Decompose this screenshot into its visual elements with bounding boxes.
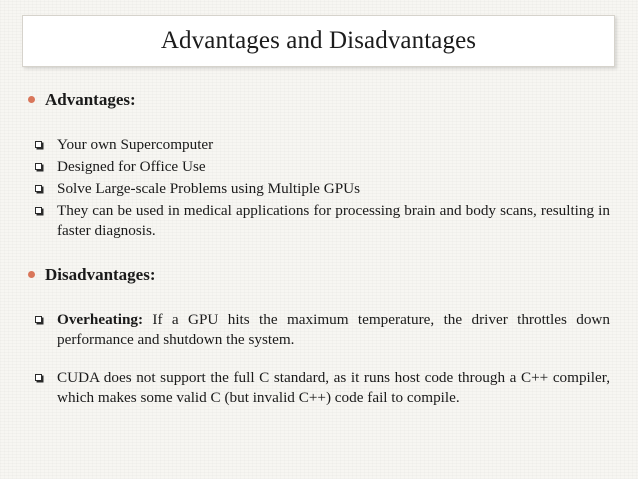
advantages-heading-label: Advantages:: [45, 90, 136, 109]
list-item: [28, 310, 610, 350]
square-bullet-icon: [35, 316, 42, 323]
advantages-heading: [28, 88, 610, 112]
list-item-text: They can be used in medical applications for processing brain and body scans, resulting in faster diagnosis.: [57, 202, 610, 239]
list-item-text: Solve Large-scale Problems using Multiple GPUs: [57, 180, 361, 197]
list-item-text: Designed for Office Use: [57, 158, 206, 175]
list-item: [28, 368, 610, 408]
advantages-list: [28, 135, 610, 241]
list-item-text: Your own Supercomputer: [57, 136, 214, 153]
disadvantages-list: [28, 310, 610, 408]
disadvantages-heading: [28, 263, 610, 287]
list-item: [28, 135, 610, 155]
circle-bullet-icon: [28, 271, 35, 278]
list-item-text: [57, 310, 610, 350]
square-bullet-icon: [35, 163, 42, 170]
disadvantages-heading-label: Disadvantages:: [45, 265, 156, 284]
circle-bullet-icon: [28, 96, 35, 103]
slide-content: [28, 88, 610, 408]
list-item: [28, 201, 610, 241]
square-bullet-icon: [35, 374, 42, 381]
slide-title: Advantages and Disadvantages: [160, 27, 477, 54]
list-item: [28, 157, 610, 177]
list-item-text: CUDA does not support the full C standard, as it runs host code through a C++ compiler, which makes some valid C (but invalid C++) code fail to compile.: [57, 369, 610, 406]
square-bullet-icon: [35, 185, 42, 192]
list-item: [28, 179, 610, 199]
square-bullet-icon: [35, 207, 42, 214]
overheating-text: If a GPU hits the maximum temperature, the driver throttles down performance and shutdown the system.: [57, 311, 610, 348]
overheating-label: Overheating:: [57, 311, 144, 328]
square-bullet-icon: [35, 141, 42, 148]
title-box: [22, 15, 615, 67]
